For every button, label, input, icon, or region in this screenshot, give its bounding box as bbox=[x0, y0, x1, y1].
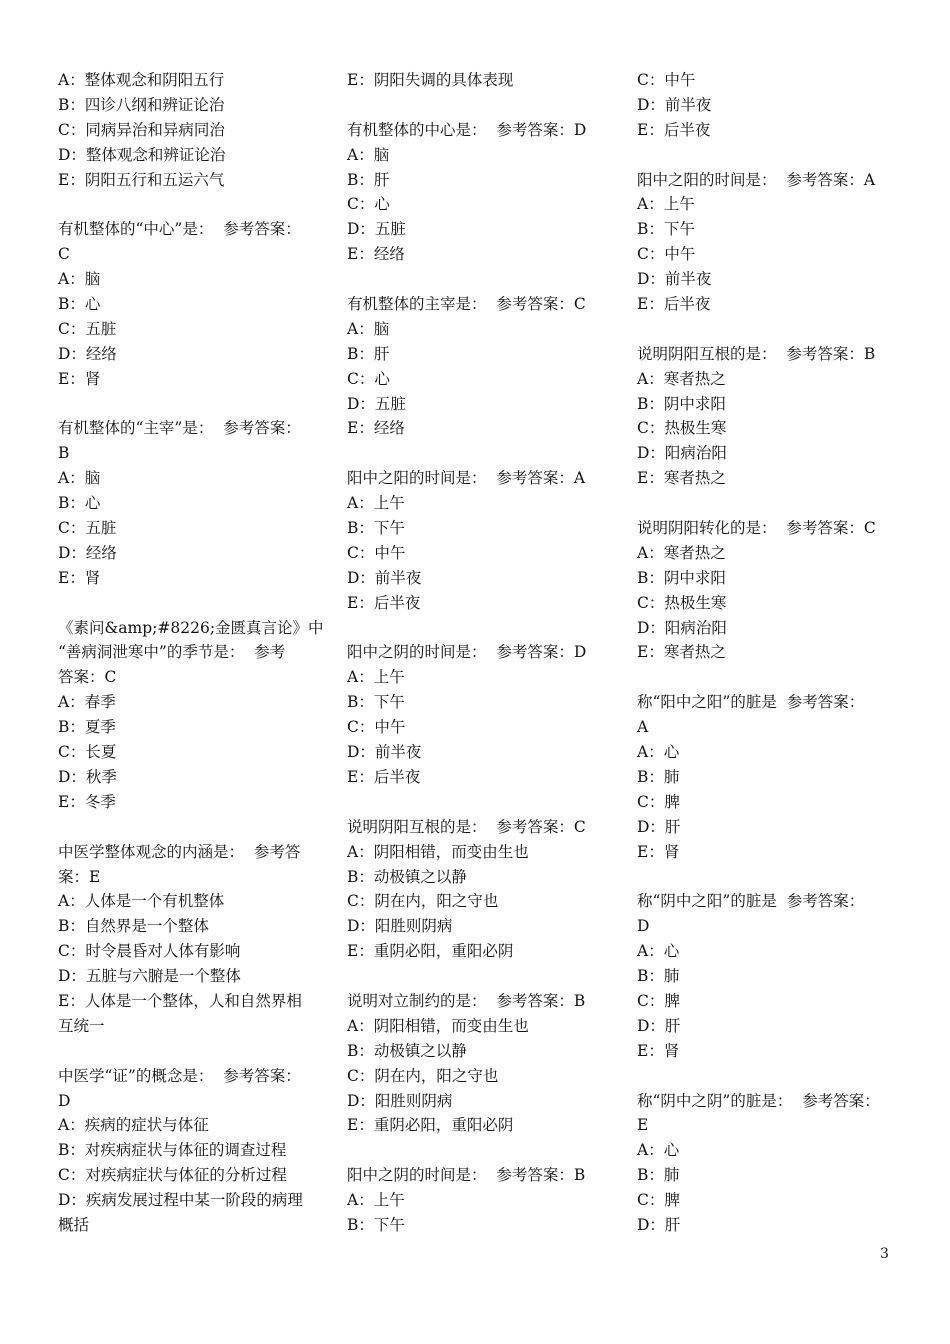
text-line: C：长夏 bbox=[58, 743, 117, 762]
text-line: E：后半夜 bbox=[637, 120, 711, 139]
text-line: 中医学“证”的概念是： 参考答案： bbox=[58, 1066, 301, 1085]
text-line: E：人体是一个整体，人和自然界相 bbox=[58, 991, 302, 1010]
text-line: C：对疾病症状与体征的分析过程 bbox=[58, 1166, 287, 1185]
text-line: 有机整体的主宰是： 参考答案：C bbox=[347, 295, 586, 314]
text-line: C：中午 bbox=[347, 718, 406, 737]
text-line bbox=[58, 392, 330, 417]
text-line: D：肝 bbox=[637, 817, 681, 836]
text-line: E：重阴必阳，重阳必阴 bbox=[347, 1116, 514, 1135]
text-line: B：下午 bbox=[347, 519, 405, 538]
text-line: A：心 bbox=[637, 1141, 680, 1160]
text-line bbox=[637, 865, 907, 890]
text-line: 有机整体的“主宰”是： 参考答案： bbox=[58, 419, 301, 438]
text-line bbox=[637, 1064, 907, 1089]
text-line: D：疾病发展过程中某一阶段的病理 bbox=[58, 1191, 303, 1210]
text-line: B：肺 bbox=[637, 1166, 680, 1185]
text-line: B：肺 bbox=[637, 967, 680, 986]
text-line: B：肝 bbox=[347, 170, 390, 189]
text-line: E：肾 bbox=[58, 369, 101, 388]
text-line: B：阴中求阳 bbox=[637, 568, 726, 587]
text-line: C：同病异治和异病同治 bbox=[58, 120, 225, 139]
text-line: B：心 bbox=[58, 295, 101, 314]
text-line: E：冬季 bbox=[58, 792, 116, 811]
text-line bbox=[347, 441, 619, 466]
text-line: B：阴中求阳 bbox=[637, 394, 726, 413]
text-line: C：心 bbox=[347, 369, 390, 388]
text-line: C：中午 bbox=[347, 543, 406, 562]
text-line bbox=[347, 1138, 619, 1163]
text-line: 称“阳中之阳”的脏是 参考答案： bbox=[637, 693, 865, 712]
text-line: C：脾 bbox=[637, 1191, 680, 1210]
text-line: A：春季 bbox=[58, 693, 116, 712]
text-line: B：自然界是一个整体 bbox=[58, 917, 209, 936]
text-line bbox=[58, 192, 330, 217]
text-line: C：五脏 bbox=[58, 519, 117, 538]
text-line: C：阴在内，阳之守也 bbox=[347, 892, 499, 911]
text-line: C：阴在内，阳之守也 bbox=[347, 1066, 499, 1085]
text-line: E：后半夜 bbox=[637, 295, 711, 314]
text-line: C：心 bbox=[347, 195, 390, 214]
text-line: E：阴阳五行和五运六气 bbox=[58, 170, 225, 189]
text-line: E：经络 bbox=[347, 419, 405, 438]
text-line: D：前半夜 bbox=[637, 95, 712, 114]
text-line: A：脑 bbox=[58, 469, 101, 488]
text-line: A：心 bbox=[637, 942, 680, 961]
text-line: D：阳病治阳 bbox=[637, 618, 727, 637]
text-line: A：上午 bbox=[347, 494, 405, 513]
column-1 bbox=[58, 68, 330, 1238]
text-line: A：心 bbox=[637, 743, 680, 762]
text-line: A：整体观念和阴阳五行 bbox=[58, 71, 225, 89]
text-line: B：下午 bbox=[347, 693, 405, 712]
text-line: D：阳病治阳 bbox=[637, 444, 727, 463]
text-line bbox=[637, 665, 907, 690]
text-line: D bbox=[58, 1091, 71, 1110]
text-line: 《素问&amp;#8226;金匮真言论》中 bbox=[58, 618, 324, 637]
text-line bbox=[347, 616, 619, 641]
column-2 bbox=[347, 68, 619, 1238]
text-line: B：夏季 bbox=[58, 718, 116, 737]
text-line: 阳中之阴的时间是： 参考答案：B bbox=[347, 1166, 586, 1185]
text-line: A：人体是一个有机整体 bbox=[58, 892, 225, 911]
text-line: D：阳胜则阴病 bbox=[347, 1091, 453, 1110]
text-line: D：五脏 bbox=[347, 394, 406, 413]
text-line: 阳中之阳的时间是： 参考答案：A bbox=[637, 170, 876, 189]
text-line: 有机整体的“中心”是： 参考答案： bbox=[58, 220, 301, 239]
text-line: 互统一 bbox=[58, 1016, 105, 1035]
text-line: D：肝 bbox=[637, 1215, 681, 1234]
text-line: E：阴阳失调的具体表现 bbox=[347, 71, 514, 89]
text-line: E：肾 bbox=[58, 568, 101, 587]
text-line: E bbox=[637, 1116, 649, 1135]
text-line bbox=[637, 317, 907, 342]
text-line bbox=[347, 267, 619, 292]
text-line: E：经络 bbox=[347, 245, 405, 264]
text-line: C：时令晨昏对人体有影响 bbox=[58, 942, 241, 961]
text-line bbox=[58, 815, 330, 840]
page-number: 3 bbox=[880, 1246, 889, 1262]
text-line: A：上午 bbox=[347, 668, 405, 687]
text-line: 阳中之阴的时间是： 参考答案：D bbox=[347, 643, 587, 662]
text-line bbox=[58, 591, 330, 616]
text-line: B：下午 bbox=[637, 220, 695, 239]
text-line: E：寒者热之 bbox=[637, 469, 726, 488]
text-line bbox=[637, 491, 907, 516]
text-line: E：重阴必阳，重阳必阴 bbox=[347, 942, 514, 961]
text-line: B：动极镇之以静 bbox=[347, 1041, 467, 1060]
text-line: A：寒者热之 bbox=[637, 543, 726, 562]
text-line: A：寒者热之 bbox=[637, 369, 726, 388]
text-line: 有机整体的中心是： 参考答案：D bbox=[347, 120, 587, 139]
text-line: B：四诊八纲和辨证论治 bbox=[58, 95, 225, 114]
text-line: D：经络 bbox=[58, 344, 117, 363]
text-line: 说明阴阳互根的是： 参考答案：B bbox=[637, 344, 876, 363]
text-line: D：前半夜 bbox=[637, 270, 712, 289]
text-line bbox=[347, 790, 619, 815]
text-line: C：脾 bbox=[637, 792, 680, 811]
text-line: A：疾病的症状与体征 bbox=[58, 1116, 209, 1135]
text-line: B：下午 bbox=[347, 1215, 405, 1234]
text-line: 说明阴阳转化的是： 参考答案：C bbox=[637, 519, 876, 538]
text-line: 答案：C bbox=[58, 668, 117, 687]
text-line: 称“阴中之阳”的脏是 参考答案： bbox=[637, 892, 865, 911]
text-line bbox=[347, 964, 619, 989]
text-line bbox=[58, 1039, 330, 1064]
text-line: 阳中之阳的时间是： 参考答案：A bbox=[347, 469, 586, 488]
text-line: 说明对立制约的是： 参考答案：B bbox=[347, 991, 586, 1010]
text-line: B：肝 bbox=[347, 344, 390, 363]
text-line: E：后半夜 bbox=[347, 593, 421, 612]
text-line: A：脑 bbox=[347, 319, 390, 338]
text-line: B：动极镇之以静 bbox=[347, 867, 467, 886]
text-line: B：对疾病症状与体征的调查过程 bbox=[58, 1141, 287, 1160]
text-line: 说明阴阳互根的是： 参考答案：C bbox=[347, 817, 586, 836]
text-line: D：前半夜 bbox=[347, 743, 422, 762]
text-line: 概括 bbox=[58, 1215, 90, 1234]
text-line: A：阴阳相错，而变由生也 bbox=[347, 1016, 529, 1035]
text-line: C：热极生寒 bbox=[637, 593, 727, 612]
text-line: B bbox=[58, 444, 70, 463]
text-line: C：脾 bbox=[637, 991, 680, 1010]
text-line: 称“阴中之阴”的脏是： 参考答案： bbox=[637, 1091, 880, 1110]
text-line bbox=[347, 93, 619, 118]
text-line: D：前半夜 bbox=[347, 568, 422, 587]
text-line: D：肝 bbox=[637, 1016, 681, 1035]
text-line: E：寒者热之 bbox=[637, 643, 726, 662]
text-line: D：阳胜则阴病 bbox=[347, 917, 453, 936]
text-line: A：脑 bbox=[58, 270, 101, 289]
text-line bbox=[637, 143, 907, 168]
text-line: A：上午 bbox=[347, 1191, 405, 1210]
text-line: E：肾 bbox=[637, 842, 680, 861]
text-line: D：五脏与六腑是一个整体 bbox=[58, 967, 241, 986]
text-line: C：热极生寒 bbox=[637, 419, 727, 438]
text-line: 案：E bbox=[58, 867, 101, 886]
text-line: D：经络 bbox=[58, 543, 117, 562]
text-line: B：心 bbox=[58, 494, 101, 513]
text-line: D bbox=[637, 917, 650, 936]
text-line: A：脑 bbox=[347, 145, 390, 164]
text-line: A：阴阳相错，而变由生也 bbox=[347, 842, 529, 861]
text-line: D：五脏 bbox=[347, 220, 406, 239]
text-line: C：中午 bbox=[637, 71, 696, 89]
text-line: C：中午 bbox=[637, 245, 696, 264]
text-line: C：五脏 bbox=[58, 319, 117, 338]
text-line: A bbox=[637, 718, 649, 737]
text-line: B：肺 bbox=[637, 767, 680, 786]
text-line: 中医学整体观念的内涵是： 参考答 bbox=[58, 842, 301, 861]
text-line: D：整体观念和辨证论治 bbox=[58, 145, 226, 164]
text-line: E：肾 bbox=[637, 1041, 680, 1060]
text-line: “善病洞泄寒中”的季节是： 参考 bbox=[58, 643, 286, 662]
text-line: E：后半夜 bbox=[347, 767, 421, 786]
column-3 bbox=[637, 68, 907, 1238]
text-line: D：秋季 bbox=[58, 767, 117, 786]
text-line: C bbox=[58, 245, 70, 264]
text-line: A：上午 bbox=[637, 195, 695, 214]
